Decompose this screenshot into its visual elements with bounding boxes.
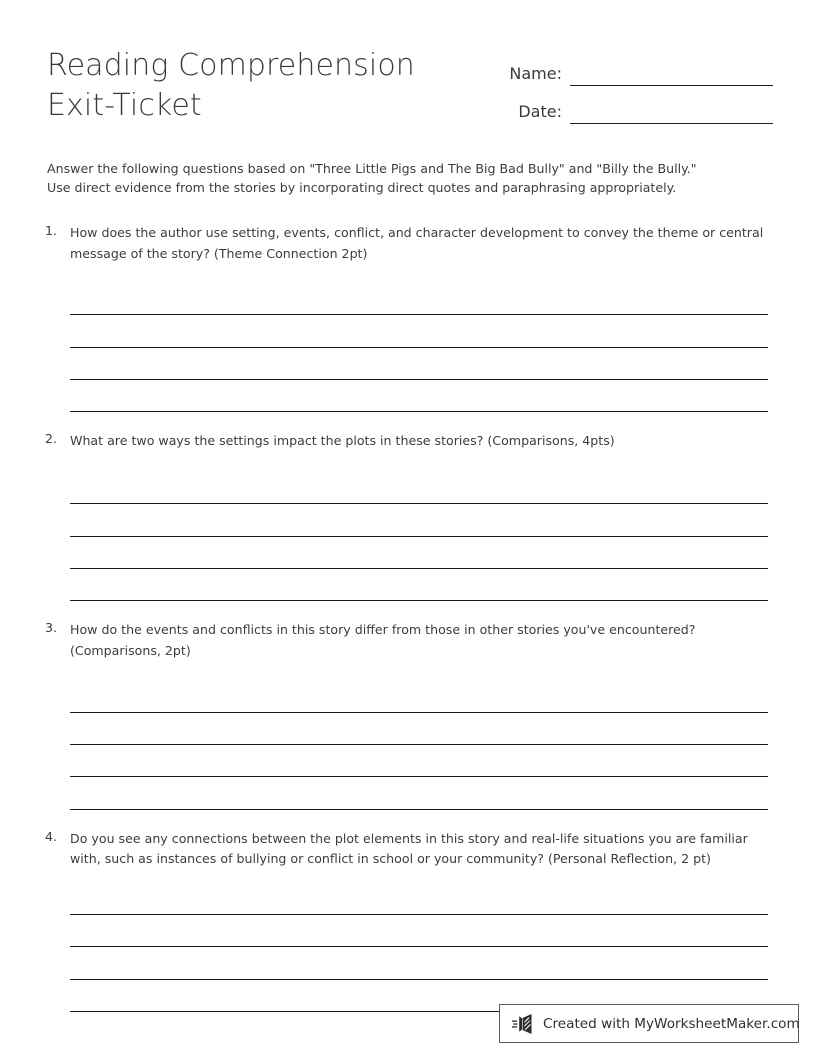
question-number: 4. [45, 828, 58, 844]
name-field-row [498, 48, 773, 86]
questions-list [0, 222, 816, 1012]
answer-line[interactable] [70, 883, 768, 915]
answer-lines[interactable] [70, 472, 768, 601]
answer-line[interactable] [70, 777, 768, 809]
question-number: 2. [45, 431, 58, 447]
question-item [0, 619, 816, 809]
question-item [0, 828, 816, 1012]
page-title [47, 46, 467, 126]
answer-line[interactable] [70, 472, 768, 504]
question-number: 3. [45, 620, 58, 636]
name-input[interactable] [570, 63, 773, 86]
answer-line[interactable] [70, 947, 768, 979]
question-header [0, 222, 816, 263]
name-field-label: Name: [509, 64, 562, 83]
student-info-fields [498, 48, 773, 124]
answer-lines[interactable] [70, 883, 768, 1012]
question-number: 1. [45, 223, 58, 238]
footer-attribution-badge[interactable] [499, 1004, 799, 1043]
answer-line[interactable] [70, 504, 768, 536]
answer-line[interactable] [70, 745, 768, 777]
question-header [0, 619, 816, 660]
answer-line[interactable] [70, 713, 768, 745]
question-text: Do you see any connections between the plot elements in this story and real-life situations you are familiar with, such as instances of bullying or conflict in school or your community? (Personal Reflection, 2 pt) [70, 830, 748, 867]
question-text: What are two ways the settings impact the plots in these stories? (Comparisons, 4pts) [70, 433, 615, 449]
instructions-text [47, 160, 757, 197]
page-title-line-2: Exit-Ticket [47, 88, 202, 123]
instructions-line-2: Use direct evidence from the stories by incorporating direct quotes and paraphrasing appropriately. [47, 179, 677, 195]
question-item [0, 222, 816, 412]
question-text: How do the events and conflicts in this story differ from those in other stories you've encountered? (Comparisons, 2pt) [70, 622, 696, 658]
question-header [0, 828, 816, 869]
answer-lines[interactable] [70, 283, 768, 412]
question-text: How does the author use setting, events, conflict, and character development to convey the theme or central message of the story? (Theme Connection 2pt) [70, 225, 764, 261]
answer-line[interactable] [70, 537, 768, 569]
question-item [0, 430, 816, 601]
date-field-row [498, 86, 773, 124]
worksheet-header [0, 0, 816, 150]
worksheet-maker-logo-icon [512, 1013, 536, 1035]
page-title-line-1: Reading Comprehension [47, 48, 415, 83]
instructions-line-1: Answer the following questions based on "Three Little Pigs and The Big Bad Bully" and "Billy the Bully." [47, 161, 697, 176]
date-field-label: Date: [518, 102, 562, 121]
answer-line[interactable] [70, 380, 768, 412]
answer-line[interactable] [70, 569, 768, 601]
date-input[interactable] [570, 101, 773, 124]
question-header [0, 430, 816, 451]
answer-line[interactable] [70, 915, 768, 947]
answer-line[interactable] [70, 283, 768, 315]
answer-line[interactable] [70, 348, 768, 380]
answer-line[interactable] [70, 680, 768, 712]
answer-lines[interactable] [70, 680, 768, 809]
answer-line[interactable] [70, 315, 768, 347]
footer-attribution-text: Created with MyWorksheetMaker.com [543, 1015, 800, 1032]
